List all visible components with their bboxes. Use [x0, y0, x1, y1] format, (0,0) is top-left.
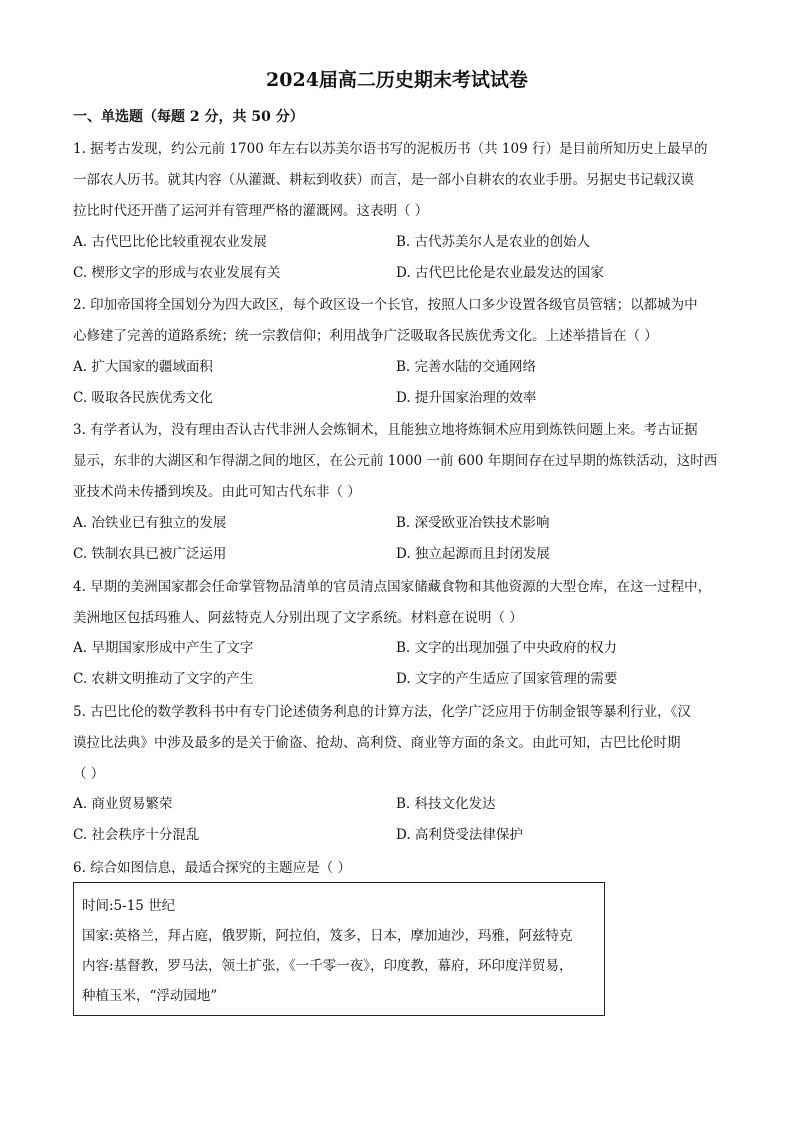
- option-c: C. 楔形文字的形成与农业发展有关: [73, 265, 281, 281]
- question-line: 6. 综合如图信息，最适合探究的主题应是（ ）: [73, 860, 351, 876]
- exam-title: 2024届高二历史期末考试试卷: [266, 69, 528, 91]
- info-box-content-cont: 种植玉米，“浮动园地”: [82, 988, 218, 1004]
- question-3-options-row-2: [73, 541, 721, 567]
- question-line: 4. 早期的美洲国家都会任命掌管物品清单的官员清点国家储藏食物和其他资源的大型仓库，在这一过程中，: [73, 579, 712, 595]
- question-2-options-row-1: [73, 354, 721, 380]
- question-line: 谟拉比法典》中涉及最多的是关于偷盗、抢劫、高利贷、商业等方面的条文。由此可知，古巴比伦时期: [73, 735, 681, 751]
- section-heading: 一、单选题（每题 2 分，共 50 分）: [73, 109, 304, 125]
- question-1-stem: [73, 134, 721, 227]
- option-b: B. 完善水陆的交通网络: [396, 359, 537, 375]
- question-line: 一部农人历书。就其内容（从灌溉、耕耘到收获）而言，是一部小自耕农的农业手册。另据史书记载汉谟: [73, 172, 694, 188]
- question-line: 1. 据考古发现，约公元前 1700 年左右以苏美尔语书写的泥板历书（共 109 行）是目前所知历史上最早的: [73, 141, 708, 157]
- option-a: A. 古代巴比伦比较重视农业发展: [73, 234, 267, 250]
- question-2-stem: [73, 290, 721, 352]
- option-c: C. 吸取各民族优秀文化: [73, 390, 213, 406]
- question-2-options-row-2: [73, 385, 721, 411]
- question-line: 心修建了完善的道路系统；统一宗教信仰；利用战争广泛吸取各民族优秀文化。上述举措旨在（ ）: [73, 328, 658, 344]
- question-line: （ ）: [73, 766, 105, 782]
- option-b: B. 科技文化发达: [396, 796, 496, 812]
- option-c: C. 社会秩序十分混乱: [73, 827, 200, 843]
- option-b: B. 古代苏美尔人是农业的创始人: [396, 234, 591, 250]
- info-box-countries: 国家:英格兰，拜占庭，俄罗斯，阿拉伯，笈多，日本，摩加迪沙，玛雅，阿兹特克: [82, 928, 573, 944]
- question-line: 拉比时代还开凿了运河并有管理严格的灌溉网。这表明（ ）: [73, 203, 429, 219]
- question-line: 5. 古巴比伦的数学教科书中有专门论述债务利息的计算方法，化学广泛应用于仿制金银等暴利行业，《汉: [73, 704, 691, 720]
- question-4-stem: [73, 572, 721, 634]
- option-d: D. 文字的产生适应了国家管理的需要: [396, 671, 618, 687]
- question-line: 2. 印加帝国将全国划分为四大政区，每个政区设一个长官，按照人口多少设置各级官员管辖；以都城为中: [73, 297, 698, 313]
- option-a: A. 早期国家形成中产生了文字: [73, 640, 254, 656]
- question-4-options-row-2: [73, 666, 721, 692]
- option-a: A. 商业贸易繁荣: [73, 796, 173, 812]
- info-box-time: 时间:5-15 世纪: [82, 898, 176, 914]
- question-5-options-row-2: [73, 822, 721, 848]
- question-line: 显示，东非的大湖区和乍得湖之间的地区，在公元前 1000 一前 600 年期间存在过早期的炼铁活动，这时西: [73, 453, 718, 469]
- info-box-content: 内容:基督教，罗马法，领土扩张，《一千零一夜》，印度教，幕府，环印度洋贸易，: [82, 958, 573, 974]
- question-5-options-row-1: [73, 791, 721, 817]
- option-d: D. 古代巴比伦是农业最发达的国家: [396, 265, 604, 281]
- option-d: D. 独立起源而且封闭发展: [396, 546, 550, 562]
- option-a: A. 扩大国家的疆域面积: [73, 359, 213, 375]
- question-6-stem: [73, 853, 721, 884]
- option-c: C. 铁制农具已被广泛运用: [73, 546, 227, 562]
- option-d: D. 提升国家治理的效率: [396, 390, 537, 406]
- option-b: B. 文字的出现加强了中央政府的权力: [396, 640, 618, 656]
- option-d: D. 高利贷受法律保护: [396, 827, 523, 843]
- question-1-options-row-1: [73, 229, 721, 255]
- option-c: C. 农耕文明推动了文字的产生: [73, 671, 254, 687]
- question-3-options-row-1: [73, 510, 721, 536]
- option-a: A. 冶铁业已有独立的发展: [73, 515, 227, 531]
- question-3-stem: [73, 415, 721, 508]
- question-line: 美洲地区包括玛雅人、阿兹特克人分别出现了文字系统。材料意在说明（ ）: [73, 610, 523, 626]
- info-box: [73, 882, 605, 1016]
- question-line: 亚技术尚未传播到埃及。由此可知古代东非（ ）: [73, 484, 361, 500]
- question-4-options-row-1: [73, 635, 721, 661]
- question-line: 3. 有学者认为，没有理由否认古代非洲人会炼铜术，且能独立地将炼铜术应用到炼铁问题上来。考古证据: [73, 422, 698, 438]
- question-5-stem: [73, 697, 721, 790]
- option-b: B. 深受欧亚冶铁技术影响: [396, 515, 550, 531]
- question-1-options-row-2: [73, 260, 721, 286]
